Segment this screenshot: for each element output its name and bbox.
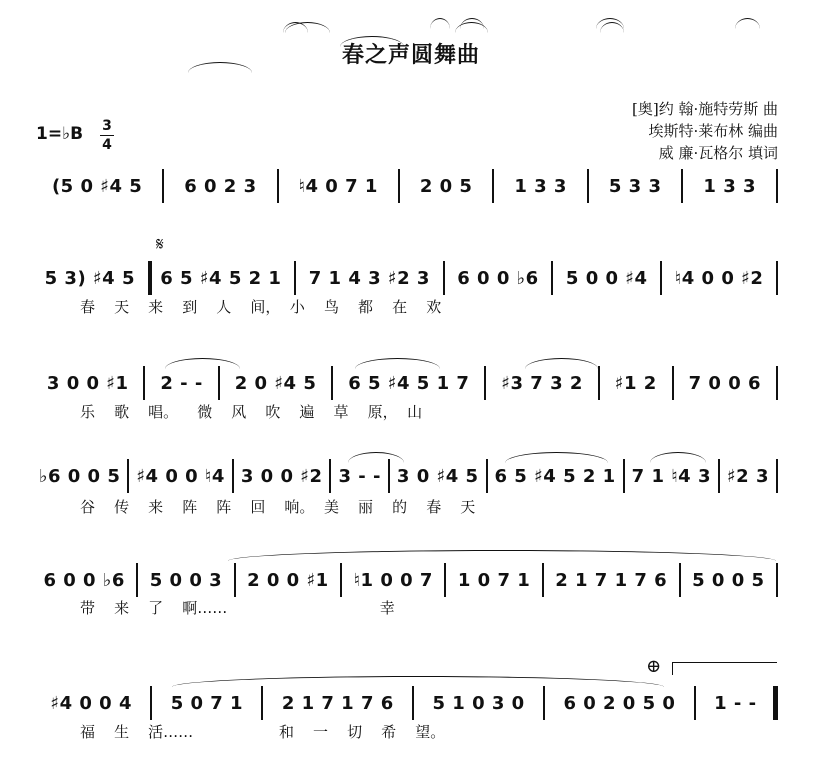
barline: [294, 261, 296, 295]
score-system-5: [38, 567, 784, 593]
measure: 6 5 ♯4 5 2 1: [160, 267, 282, 289]
score-system-6: [38, 690, 784, 716]
measure: ♮4 0 7 1: [298, 175, 378, 197]
measure: 5 0 7 1: [170, 692, 244, 714]
barline: [234, 563, 236, 597]
barline: [681, 169, 683, 203]
slur: [430, 18, 450, 29]
measure: 2 1 7 1 7 6: [281, 692, 394, 714]
barline: [148, 261, 152, 295]
measure: 6 0 0 ♭6: [43, 569, 125, 591]
barline: [551, 261, 553, 295]
barline: [443, 261, 445, 295]
slur: [735, 18, 760, 29]
barline: [329, 459, 331, 493]
coda-icon: ⊕: [646, 656, 662, 677]
measure: 1 3 3: [514, 175, 567, 197]
barline: [162, 169, 164, 203]
barline: [232, 459, 234, 493]
lyricist-credit: 威 廉·瓦格尔 填词: [658, 144, 778, 162]
measure: 7 0 0 6: [688, 372, 762, 394]
barline: [331, 366, 333, 400]
slur: [228, 550, 776, 561]
measure: 6 0 2 3: [184, 175, 257, 197]
slur: [650, 452, 706, 463]
time-signature-line: [100, 135, 114, 136]
barline: [718, 459, 720, 493]
time-signature-top: 3: [102, 118, 112, 134]
barline: [776, 261, 778, 295]
volta-bracket: [672, 662, 777, 675]
measure: 1 3 3: [703, 175, 757, 197]
measure: 5 3 3: [608, 175, 662, 197]
barline: [143, 366, 145, 400]
measure: 5 0 0 5: [692, 569, 765, 591]
barline: [136, 563, 138, 597]
measure: 2 0 ♯4 5: [234, 372, 317, 394]
barline: [776, 563, 778, 597]
barline: [218, 366, 220, 400]
measure: 6 5 ♯4 5 1 7: [348, 372, 470, 394]
measure: 6 0 0 ♭6: [457, 267, 539, 289]
barline: [486, 459, 488, 493]
barline: [542, 563, 544, 597]
segno-icon: 𝄋: [156, 234, 164, 255]
barline: [398, 169, 400, 203]
slur: [525, 358, 598, 369]
barline: [660, 261, 662, 295]
barline: [127, 459, 129, 493]
time-signature: [100, 118, 114, 153]
slur: [355, 358, 440, 369]
final-barline: [773, 686, 778, 720]
measure: ♮1 0 0 7: [353, 569, 433, 591]
barline: [484, 366, 486, 400]
barline: [672, 366, 674, 400]
page-title: 春之声圆舞曲: [341, 42, 480, 68]
barline: [679, 563, 681, 597]
measure: 7 1 ♮4 3: [631, 465, 711, 487]
measure: 5 1 0 3 0: [432, 692, 525, 714]
measure: 3 0 0 ♯2: [240, 465, 323, 487]
lyrics-line-3: 谷 传 来 阵 阵 回 响。 美 丽 的 春 天: [80, 498, 476, 516]
measure: 2 0 5: [419, 175, 473, 197]
slur: [596, 18, 624, 29]
measure: 3 0 0 ♯1: [46, 372, 129, 394]
measure: ♯4 0 0 ♮4: [136, 465, 225, 487]
lyrics-line-2: 乐 歌 唱。 微 风 吹 遍 草 原， 山: [80, 403, 423, 421]
time-signature-bottom: 4: [102, 137, 112, 153]
arranger-credit: 埃斯特·莱布林 编曲: [648, 122, 778, 140]
score-system-2: [38, 265, 784, 291]
barline: [694, 686, 696, 720]
composer-credit: [奥]约 翰·施特劳斯 曲: [631, 100, 778, 118]
measure: 1 0 7 1: [457, 569, 531, 591]
measure: ♮4 0 0 ♯2: [674, 267, 764, 289]
measure: 5 3) ♯4 5: [44, 267, 135, 289]
barline: [492, 169, 494, 203]
measure: 3 - -: [338, 465, 381, 487]
lyrics-line-4: 带 来 了 啊…… 幸: [80, 599, 395, 617]
score-system-1: [38, 173, 784, 199]
barline: [598, 366, 600, 400]
barline: [543, 686, 545, 720]
key-signature: 1=♭B: [36, 124, 84, 144]
measure: ♯2 3: [726, 465, 769, 487]
measure: 2 - -: [160, 372, 203, 394]
barline: [587, 169, 589, 203]
slur: [172, 676, 664, 687]
slur: [165, 358, 240, 369]
measure: ♭6 0 0 5: [38, 465, 121, 487]
slur: [505, 452, 608, 463]
slur: [348, 452, 404, 463]
measure: 1 - -: [714, 692, 757, 714]
measure: ♯4 0 0 4: [50, 692, 132, 714]
lyrics-line-5: 福 生 活…… 和 一 切 希 望。: [80, 723, 446, 741]
barline: [388, 459, 390, 493]
barline: [412, 686, 414, 720]
barline: [776, 366, 778, 400]
measure: 2 1 7 1 7 6: [555, 569, 668, 591]
lyrics-line-1: 春 天 来 到 人 间， 小 鸟 都 在 欢: [80, 298, 442, 316]
measure: 6 0 2 0 5 0: [563, 692, 676, 714]
barline: [776, 169, 778, 203]
barline: [776, 459, 778, 493]
measure: 7 1 4 3 ♯2 3: [308, 267, 430, 289]
measure: 3 0 ♯4 5: [396, 465, 479, 487]
measure: 6 5 ♯4 5 2 1: [494, 465, 616, 487]
barline: [277, 169, 279, 203]
measure: 5 0 0 ♯4: [565, 267, 648, 289]
measure: 2 0 0 ♯1: [247, 569, 329, 591]
measure: ♯3 7 3 2: [501, 372, 583, 394]
measure: (5 0 ♯4 5: [51, 175, 143, 197]
score-system-4: [38, 463, 784, 489]
slur: [460, 18, 484, 29]
barline: [150, 686, 152, 720]
score-system-3: [38, 370, 784, 396]
measure: 5 0 0 3: [149, 569, 223, 591]
measure: ♯1 2: [614, 372, 657, 394]
barline: [340, 563, 342, 597]
barline: [444, 563, 446, 597]
barline: [261, 686, 263, 720]
barline: [623, 459, 625, 493]
